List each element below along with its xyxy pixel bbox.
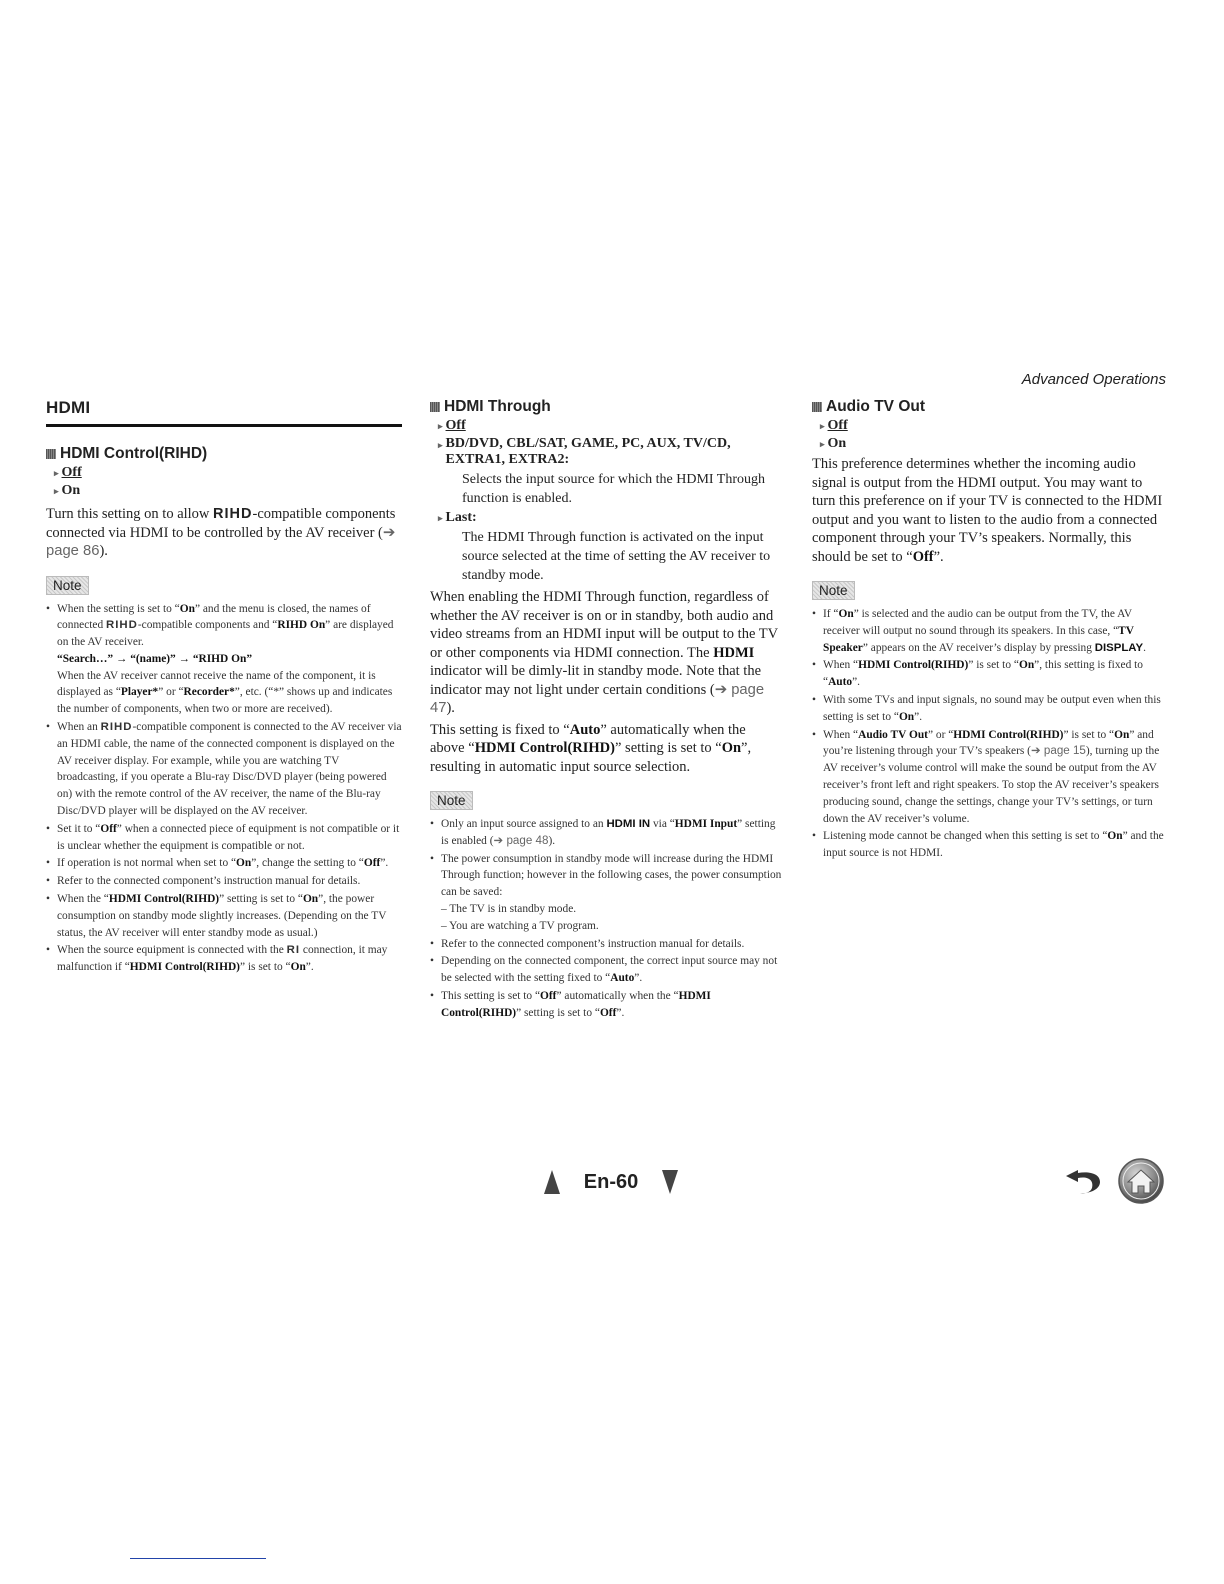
- rihd-logo: RIHD: [100, 721, 133, 734]
- option-off: ▸ Off: [820, 418, 848, 433]
- subhead-hdmi-through: [430, 398, 782, 416]
- hdmi-section: [46, 398, 402, 977]
- list-item: • Only an input source assigned to an HDMI IN via “HDMI Input” setting is enabled (➔ page 48).: [430, 816, 782, 850]
- list-item: • When the “HDMI Control(RIHD)” setting is set to “On”, the power consumption on standby mode slightly increases. (Depending on the TV status, the AV receiver will enter standby mode as usual.): [46, 891, 402, 941]
- list-item: • When an RIHD-compatible component is connected to the AV receiver via an HDMI cable, the name of the connected component is displayed on the AV receiver display. For example, while you are watching TV broadcasting, if you operate a Blu-ray Disc/DVD player (being powered on) with the remote control of the AV receiver, the name of the Blu-ray Disc/DVD player will be displayed on the AV receiver.: [46, 719, 402, 820]
- page-link[interactable]: ➔ page 47: [430, 681, 765, 716]
- triangle-icon: ▸: [820, 420, 825, 431]
- back-arrow-icon[interactable]: [1064, 1164, 1108, 1196]
- page-navigation: [536, 1166, 686, 1198]
- square-bullet-icon: [430, 402, 440, 412]
- list-item: • When “Audio TV Out” or “HDMI Control(RIHD)” is set to “On” and you’re listening through your TV’s speakers (➔ page 15), turning up the AV receiver’s volume control will make the sound be output from the AV receiver’s front left and right speakers. To stop the AV receiver’s speakers producing sound, change the settings, change your TV’s settings, or turn down the AV receiver’s volume.: [812, 727, 1164, 828]
- list-item: • Refer to the connected component’s instruction manual for details.: [46, 873, 402, 890]
- list-item: • This setting is set to “Off” automatically when the “HDMI Control(RIHD)” setting is set to “Off”.: [430, 988, 782, 1022]
- option-off: ▸ Off: [54, 465, 82, 480]
- option-off: ▸ Off: [438, 418, 466, 433]
- option-sources: ▸ BD/DVD, CBL/SAT, GAME, PC, AUX, TV/CD, EXTRA1, EXTRA2:: [438, 436, 731, 467]
- list-item: • If “On” is selected and the audio can be output from the TV, the AV receiver will output no sound through its speakers. In this case, “TV Speaker” appears on the AV receiver’s display by pressing DISPLAY.: [812, 606, 1164, 656]
- list-item: • Listening mode cannot be changed when this setting is set to “On” and the input source is not HDMI.: [812, 828, 1164, 862]
- option-last: ▸ Last:: [438, 510, 477, 525]
- list-item: • With some TVs and input signals, no sound may be output even when this setting is set to “On”.: [812, 692, 1164, 726]
- subhead-audio-tv-out: [812, 398, 1164, 416]
- note-list: [812, 606, 1164, 862]
- next-page-icon[interactable]: [662, 1170, 678, 1194]
- description: When enabling the HDMI Through function, regardless of whether the AV receiver is on or in standby, both audio and video streams from an HDMI input will be output to the TV or other components via HDMI connection. The HDMI indicator will be dimly-lit in standby mode. Note that the indicator may not light under certain conditions (➔ page 47).: [430, 589, 778, 716]
- page-number: En-60: [583, 1170, 639, 1193]
- triangle-icon: ▸: [820, 438, 825, 449]
- option-on: ▸ On: [54, 483, 81, 498]
- note-list: [46, 601, 402, 977]
- subhead-label: Audio TV Out: [826, 398, 926, 415]
- square-bullet-icon: [812, 402, 822, 412]
- square-bullet-icon: [46, 449, 56, 459]
- description: This preference determines whether the incoming audio signal is output from the HDMI output. You may want to turn this preference on if your TV is connected to the HDMI output and you want to listen to the audio from a connected component through your TV’s speakers. Normally, this should be set to “Off”.: [812, 456, 1163, 565]
- triangle-icon: ▸: [438, 420, 443, 431]
- section-title: HDMI: [46, 398, 402, 427]
- ri-logo: RI: [286, 944, 301, 957]
- list-item: • When the source equipment is connected with the RI connection, it may malfunction if “HDMI Control(RIHD)” is set to “On”.: [46, 942, 402, 976]
- list-item: • Set it to “Off” when a connected piece of equipment is not compatible or it is unclear whether the equipment is compatible or not.: [46, 821, 402, 855]
- subhead-label: HDMI Through: [444, 398, 551, 415]
- section-label: Advanced Operations: [1021, 371, 1166, 388]
- list-item: • When “HDMI Control(RIHD)” is set to “On”, this setting is fixed to “Auto”.: [812, 657, 1164, 691]
- list-item: • If operation is not normal when set to “On”, change the setting to “Off”.: [46, 855, 402, 872]
- note-label: Note: [430, 791, 473, 810]
- description: Turn this setting on to allow RIHD-compatible components connected via HDMI to be controlled by the AV receiver (➔ page 86).: [46, 506, 396, 559]
- option-on: ▸ On: [820, 436, 847, 451]
- list-item: • Depending on the connected component, the correct input source may not be selected with the setting fixed to “Auto”.: [430, 953, 782, 987]
- home-icon[interactable]: [1116, 1157, 1166, 1205]
- subhead-label: HDMI Control(RIHD): [60, 445, 208, 462]
- triangle-icon: ▸: [438, 440, 443, 450]
- note-list: [430, 816, 782, 1022]
- triangle-icon: ▸: [54, 485, 59, 496]
- subhead-hdmi-control: [46, 445, 402, 463]
- list-item: • When the setting is set to “On” and the menu is closed, the names of connected RIHD-compatible components and “RIHD On” are displayed on the AV receiver. “Search…” → “(name)” → “RIHD On” When the AV receiver cannot receive the name of the component, it is displayed as “Player*” or “Recorder*”, etc. (“*” shows up and indicates the number of components, when two or more are received).: [46, 601, 402, 719]
- description: This setting is fixed to “Auto” automatically when the above “HDMI Control(RIHD)” setting is set to “On”, resulting in automatic input source selection.: [430, 721, 752, 775]
- option-description: The HDMI Through function is activated on the input source selected at the time of setting the AV receiver to standby mode.: [462, 530, 771, 583]
- audio-tv-out-section: [812, 398, 1164, 863]
- page-link[interactable]: ➔ page 86: [46, 524, 396, 559]
- hdmi-through-section: [430, 398, 782, 1023]
- note-label: Note: [812, 581, 855, 600]
- divider: [130, 1558, 266, 1559]
- list-item: • The power consumption in standby mode will increase during the HDMI Through function; however in the following cases, the power consumption can be saved: – The TV is in standby mode. – You are watching a TV program.: [430, 851, 782, 935]
- note-label: Note: [46, 576, 89, 595]
- rihd-logo: RIHD: [213, 506, 253, 522]
- option-description: Selects the input source for which the HDMI Through function is enabled.: [462, 472, 766, 506]
- list-item: • Refer to the connected component’s instruction manual for details.: [430, 936, 782, 953]
- page-link[interactable]: ➔ page 48: [493, 833, 549, 847]
- triangle-icon: ▸: [438, 512, 443, 523]
- rihd-logo: RIHD: [106, 619, 138, 632]
- triangle-icon: ▸: [54, 467, 59, 478]
- page-link[interactable]: ➔ page 15: [1030, 744, 1086, 758]
- previous-page-icon[interactable]: [544, 1170, 560, 1194]
